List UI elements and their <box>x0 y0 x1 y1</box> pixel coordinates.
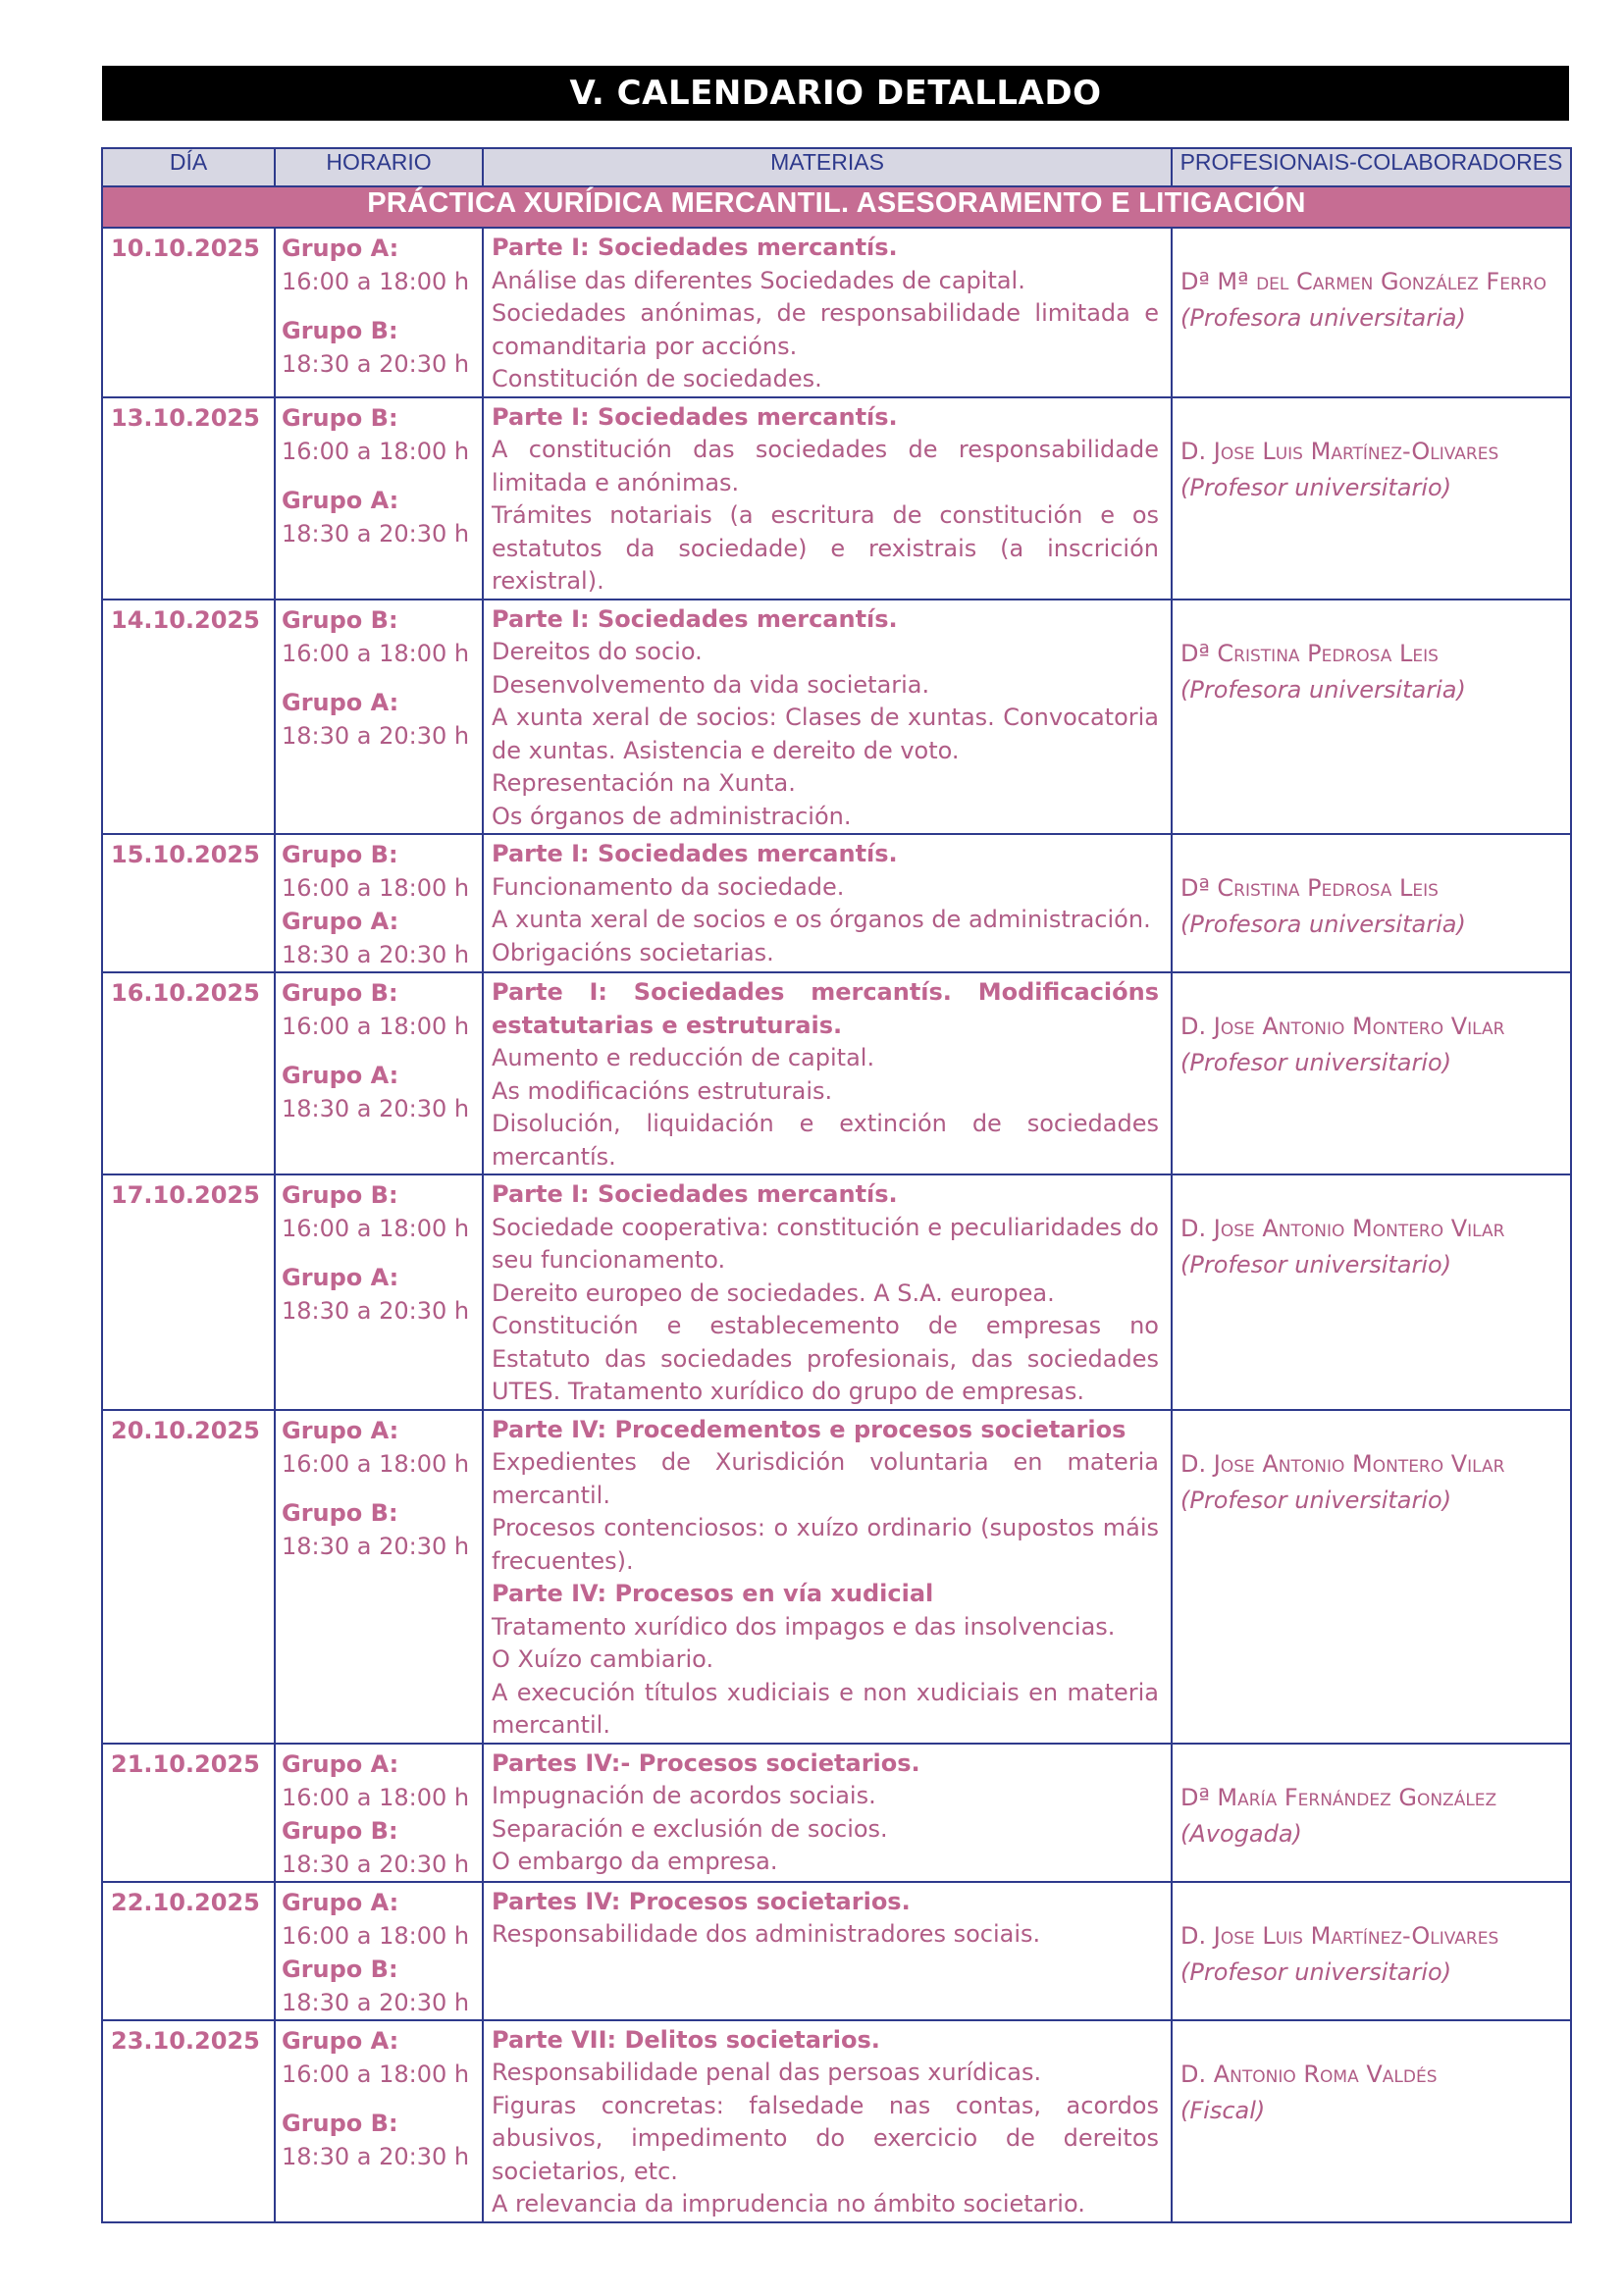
time-range: 18:30 a 20:30 h <box>282 1988 470 2016</box>
subjects-cell <box>483 972 1172 1174</box>
professional-name: D. Jose Antonio Montero Vilar <box>1180 1215 1505 1242</box>
header-subjects: MATERIAS <box>483 148 1172 186</box>
subject-line: Constitución e establecemento de empresas no Estatuto das sociedades profesionais, das sociedades UTES. Tratamento xurídico do grupo de empresas. <box>492 1312 1159 1405</box>
subjects-cell <box>483 397 1172 600</box>
subject-line: O Xuízo cambiario. <box>492 1645 714 1673</box>
time-range: 18:30 a 20:30 h <box>282 941 470 968</box>
day-cell <box>102 1174 275 1410</box>
day-date: 21.10.2025 <box>111 1749 260 1778</box>
subject-line: Responsabilidade dos administradores sociais. <box>492 1920 1041 1948</box>
subject-line: Sociedade cooperativa: constitución e peculiaridades do seu funcionamento. <box>492 1213 1159 1274</box>
subject-heading: Parte IV: Procesos en vía xudicial <box>492 1580 934 1607</box>
group-label: Grupo B: <box>282 605 398 634</box>
day-cell <box>102 1744 275 1882</box>
subject-line: A execución títulos xudiciais e non xudiciais en materia mercantil. <box>492 1678 1159 1739</box>
time-range: 16:00 a 18:00 h <box>282 874 470 902</box>
professional-name: Dª Cristina Pedrosa Leis <box>1180 874 1439 902</box>
professional-role: (Profesor universitario) <box>1180 1049 1452 1076</box>
spacer <box>282 1245 482 1261</box>
day-cell <box>102 1882 275 2020</box>
professional-cell <box>1172 1410 1571 1744</box>
header-professionals: PROFESIONAIS-COLABORADORES <box>1172 148 1571 186</box>
professional-role: (Fiscal) <box>1180 2096 1266 2124</box>
day-date: 16.10.2025 <box>111 979 260 1007</box>
subject-line: A constitución das sociedades de responsabilidade limitada e anónimas. <box>492 436 1159 496</box>
header-schedule: HORARIO <box>275 148 483 186</box>
table-row <box>102 600 1571 835</box>
subject-line: A xunta xeral de socios e os órganos de administración. <box>492 906 1151 933</box>
spacer <box>282 670 482 686</box>
subjects-cell <box>483 1744 1172 1882</box>
group-label: Grupo A: <box>282 1416 399 1444</box>
subject-line: Separación e exclusión de socios. <box>492 1814 888 1843</box>
subject-line: A xunta xeral de socios: Clases de xuntas. Convocatoria de xuntas. Asistencia e dereito de voto. <box>492 704 1159 764</box>
subject-heading: Partes IV:- Procesos societarios. <box>492 1748 920 1777</box>
subject-heading: Parte IV: Procedementos e procesos societarios <box>492 1415 1126 1443</box>
spacer <box>282 2091 482 2107</box>
subject-line: Funcionamento da sociedade. <box>492 872 845 901</box>
professional-role: (Profesor universitario) <box>1180 1251 1452 1278</box>
time-range: 18:30 a 20:30 h <box>282 1532 470 1560</box>
day-date: 22.10.2025 <box>111 1888 260 1916</box>
professional-cell <box>1172 600 1571 835</box>
professional-name: D. Jose Antonio Montero Vilar <box>1180 1013 1505 1040</box>
subject-line: Impugnación de acordos sociais. <box>492 1782 876 1809</box>
group-label: Grupo B: <box>282 979 398 1007</box>
professional-cell <box>1172 1744 1571 1882</box>
day-date: 13.10.2025 <box>111 403 260 432</box>
time-range: 18:30 a 20:30 h <box>282 1297 470 1325</box>
group-label: Grupo A: <box>282 1888 399 1916</box>
professional-role: (Profesora universitaria) <box>1180 304 1466 332</box>
day-cell <box>102 397 275 600</box>
professional-role: (Avogada) <box>1180 1819 1302 1848</box>
day-date: 17.10.2025 <box>111 1181 260 1209</box>
calendar-table <box>101 147 1572 2223</box>
time-range: 16:00 a 18:00 h <box>282 1921 470 1950</box>
schedule-cell <box>275 600 483 835</box>
subject-line: Responsabilidade penal das persoas xurídicas. <box>492 2059 1042 2086</box>
schedule-cell <box>275 972 483 1174</box>
time-range: 16:00 a 18:00 h <box>282 268 470 295</box>
group-label: Grupo A: <box>282 1062 399 1089</box>
group-label: Grupo A: <box>282 486 399 514</box>
subject-line: Os órganos de administración. <box>492 802 852 830</box>
time-range: 18:30 a 20:30 h <box>282 1850 470 1878</box>
professional-cell <box>1172 972 1571 1174</box>
subjects-cell <box>483 228 1172 397</box>
group-label: Grupo A: <box>282 235 399 262</box>
group-label: Grupo B: <box>282 1181 398 1209</box>
subject-line: Dereitos do socio. <box>492 638 703 665</box>
subject-line: Constitución de sociedades. <box>492 365 822 392</box>
day-cell <box>102 972 275 1174</box>
group-label: Grupo B: <box>282 1816 398 1845</box>
subject-heading: Parte I: Sociedades mercantís. <box>492 840 898 867</box>
schedule-cell <box>275 1882 483 2020</box>
table-row <box>102 1744 1571 1882</box>
group-label: Grupo B: <box>282 2109 398 2137</box>
schedule-cell <box>275 1410 483 1744</box>
time-range: 16:00 a 18:00 h <box>282 1215 470 1242</box>
group-label: Grupo A: <box>282 1749 399 1778</box>
table-row <box>102 1410 1571 1744</box>
time-range: 16:00 a 18:00 h <box>282 2060 470 2088</box>
header-row <box>102 148 1571 186</box>
subject-heading: Parte I: Sociedades mercantís. <box>492 234 898 261</box>
subject-line: Figuras concretas: falsedade nas contas, acordos abusivos, impedimento do exercicio de dereitos societarios, etc. <box>492 2091 1159 2185</box>
day-date: 14.10.2025 <box>111 605 260 634</box>
page-title: V. CALENDARIO DETALLADO <box>102 66 1569 121</box>
time-range: 16:00 a 18:00 h <box>282 639 470 667</box>
subject-line: O embargo da empresa. <box>492 1848 778 1875</box>
subject-line: Expedientes de Xurisdición voluntaria en materia mercantil. <box>492 1448 1159 1509</box>
professional-name: Dª Mª del Carmen González Ferro <box>1180 268 1546 295</box>
subject-line: Obrigacións societarias. <box>492 938 774 966</box>
subject-line: Desenvolvemento da vida societaria. <box>492 670 930 699</box>
group-label: Grupo A: <box>282 908 399 935</box>
subject-heading: Parte I: Sociedades mercantís. <box>492 402 898 431</box>
day-cell <box>102 600 275 835</box>
professional-role: (Profesor universitario) <box>1180 473 1452 501</box>
table-row <box>102 228 1571 397</box>
professional-cell <box>1172 834 1571 972</box>
time-range: 18:30 a 20:30 h <box>282 519 470 548</box>
subjects-cell <box>483 2020 1172 2222</box>
day-cell <box>102 834 275 972</box>
subject-line: Procesos contenciosos: o xuízo ordinario (supostos máis frecuentes). <box>492 1514 1159 1575</box>
subjects-cell <box>483 600 1172 835</box>
professional-role: (Profesor universitario) <box>1180 1486 1452 1514</box>
day-cell <box>102 2020 275 2222</box>
table-row <box>102 834 1571 972</box>
professional-cell <box>1172 397 1571 600</box>
header-day: DÍA <box>102 148 275 186</box>
schedule-cell <box>275 397 483 600</box>
spacer <box>282 298 482 314</box>
group-label: Grupo B: <box>282 1955 398 1983</box>
schedule-cell <box>275 2020 483 2222</box>
table-row <box>102 1174 1571 1410</box>
subjects-cell <box>483 1882 1172 2020</box>
professional-name: D. Antonio Roma Valdés <box>1180 2060 1438 2088</box>
spacer <box>282 1481 482 1496</box>
subjects-cell <box>483 1410 1172 1744</box>
time-range: 16:00 a 18:00 h <box>282 1013 470 1040</box>
calendar-body <box>102 228 1571 2222</box>
professional-name: Dª María Fernández González <box>1180 1783 1497 1811</box>
time-range: 18:30 a 20:30 h <box>282 1095 470 1122</box>
group-label: Grupo B: <box>282 317 398 344</box>
day-date: 20.10.2025 <box>111 1416 260 1444</box>
time-range: 16:00 a 18:00 h <box>282 1783 470 1811</box>
professional-role: (Profesora universitaria) <box>1180 911 1466 938</box>
group-label: Grupo A: <box>282 688 399 716</box>
table-row <box>102 2020 1571 2222</box>
time-range: 16:00 a 18:00 h <box>282 437 470 465</box>
time-range: 18:30 a 20:30 h <box>282 721 470 750</box>
professional-role: (Profesor universitario) <box>1180 1957 1452 1986</box>
table-row <box>102 972 1571 1174</box>
subject-heading: Parte I: Sociedades mercantís. Modificacións estatutarias e estruturais. <box>492 978 1159 1039</box>
professional-cell <box>1172 2020 1571 2222</box>
subject-line: As modificacións estruturais. <box>492 1076 833 1105</box>
subject-line: Sociedades anónimas, de responsabilidade limitada e comanditaria por accións. <box>492 299 1159 360</box>
subject-line: Disolución, liquidación e extinción de sociedades mercantís. <box>492 1110 1159 1171</box>
group-label: Grupo B: <box>282 403 398 432</box>
day-cell <box>102 1410 275 1744</box>
subject-line: A relevancia da imprudencia no ámbito societario. <box>492 2190 1085 2217</box>
spacer <box>282 1043 482 1059</box>
day-date: 23.10.2025 <box>111 2026 260 2055</box>
day-date: 15.10.2025 <box>111 841 260 868</box>
subject-line: Representación na Xunta. <box>492 769 796 797</box>
professional-name: D. Jose Luis Martínez-Olivares <box>1180 437 1499 465</box>
professional-cell <box>1172 1882 1571 2020</box>
table-row <box>102 1882 1571 2020</box>
professional-name: D. Jose Luis Martínez-Olivares <box>1180 1921 1499 1950</box>
time-range: 16:00 a 18:00 h <box>282 1449 470 1478</box>
subject-line: Análise das diferentes Sociedades de capital. <box>492 266 1025 294</box>
professional-cell <box>1172 228 1571 397</box>
group-label: Grupo B: <box>282 1498 398 1527</box>
spacer <box>282 468 482 484</box>
section-title: PRÁCTICA XURÍDICA MERCANTIL. ASESORAMENTO E LITIGACIÓN <box>102 186 1571 228</box>
schedule-cell <box>275 1744 483 1882</box>
group-label: Grupo A: <box>282 2026 399 2055</box>
day-date: 10.10.2025 <box>111 235 260 262</box>
subject-heading: Parte VII: Delitos societarios. <box>492 2025 880 2054</box>
subject-line: Tratamento xurídico dos impagos e das insolvencias. <box>492 1612 1116 1641</box>
schedule-cell <box>275 228 483 397</box>
subject-heading: Partes IV: Procesos societarios. <box>492 1887 911 1915</box>
time-range: 18:30 a 20:30 h <box>282 2142 470 2170</box>
professional-name: Dª Cristina Pedrosa Leis <box>1180 639 1439 667</box>
subject-heading: Parte I: Sociedades mercantís. <box>492 1180 898 1208</box>
day-cell <box>102 228 275 397</box>
professional-role: (Profesora universitaria) <box>1180 675 1466 704</box>
subjects-cell <box>483 1174 1172 1410</box>
section-row <box>102 186 1571 228</box>
subject-heading: Parte I: Sociedades mercantís. <box>492 604 898 633</box>
table-row <box>102 397 1571 600</box>
group-label: Grupo A: <box>282 1264 399 1291</box>
schedule-cell <box>275 834 483 972</box>
professional-name: D. Jose Antonio Montero Vilar <box>1180 1449 1505 1478</box>
schedule-cell <box>275 1174 483 1410</box>
subjects-cell <box>483 834 1172 972</box>
subject-line: Dereito europeo de sociedades. A S.A. europea. <box>492 1278 1055 1307</box>
time-range: 18:30 a 20:30 h <box>282 350 470 378</box>
subject-line: Trámites notariais (a escritura de constitución e os estatutos da sociedade) e rexistrais (a inscrición rexistral). <box>492 501 1159 595</box>
professional-cell <box>1172 1174 1571 1410</box>
group-label: Grupo B: <box>282 841 398 868</box>
subject-line: Aumento e reducción de capital. <box>492 1044 875 1071</box>
